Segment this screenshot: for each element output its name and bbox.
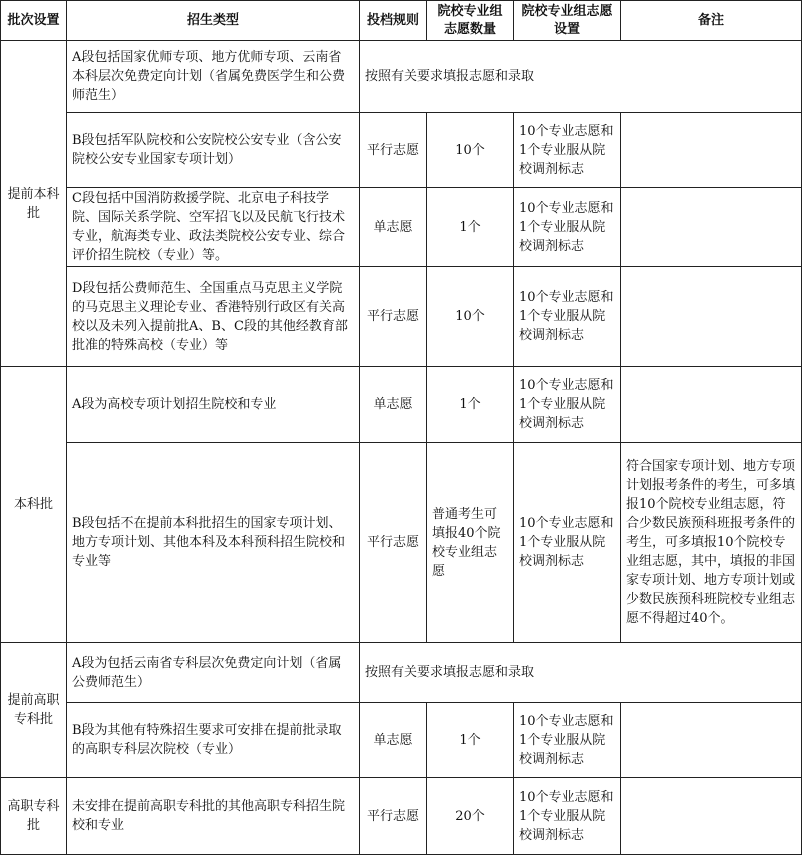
rule-cell: 单志愿 (360, 703, 427, 778)
batch-cell: 本科批 (1, 367, 67, 643)
table-row (1, 188, 802, 267)
rule-cell: 单志愿 (360, 188, 427, 267)
header-rule: 投档规则 (360, 1, 427, 41)
rule-cell: 平行志愿 (360, 267, 427, 367)
table-row (1, 443, 802, 643)
note-cell (621, 188, 802, 267)
table-row (1, 643, 802, 703)
type-cell: A段为包括云南省专科层次免费定向计划（省属公费师范生） (67, 643, 360, 703)
note-cell (621, 113, 802, 188)
batch-cell: 提前高职专科批 (1, 643, 67, 778)
rule-cell: 单志愿 (360, 367, 427, 443)
rule-cell: 平行志愿 (360, 443, 427, 643)
table-row (1, 41, 802, 113)
header-batch: 批次设置 (1, 1, 67, 41)
type-cell: A段包括国家优师专项、地方优师专项、云南省本科层次免费定向计划（省属免费医学生和公费师范生） (67, 41, 360, 113)
merged-cell: 按照有关要求填报志愿和录取 (360, 643, 802, 703)
count-cell: 1个 (427, 367, 514, 443)
header-setting: 院校专业组志愿设置 (514, 1, 621, 41)
count-cell: 10个 (427, 267, 514, 367)
setting-cell: 10个专业志愿和1个专业服从院校调剂标志 (514, 443, 621, 643)
count-cell: 普通考生可填报40个院校专业组志愿 (427, 443, 514, 643)
note-cell (621, 778, 802, 855)
count-cell: 1个 (427, 188, 514, 267)
table-row (1, 367, 802, 443)
header-row (1, 1, 802, 41)
merged-cell: 按照有关要求填报志愿和录取 (360, 41, 802, 113)
note-cell (621, 267, 802, 367)
setting-cell: 10个专业志愿和1个专业服从院校调剂标志 (514, 367, 621, 443)
count-cell: 10个 (427, 113, 514, 188)
note-cell (621, 703, 802, 778)
rule-cell: 平行志愿 (360, 113, 427, 188)
setting-cell: 10个专业志愿和1个专业服从院校调剂标志 (514, 188, 621, 267)
rule-cell: 平行志愿 (360, 778, 427, 855)
type-cell: A段为高校专项计划招生院校和专业 (67, 367, 360, 443)
type-cell: B段为其他有特殊招生要求可安排在提前批录取的高职专科层次院校（专业） (67, 703, 360, 778)
header-type: 招生类型 (67, 1, 360, 41)
setting-cell: 10个专业志愿和1个专业服从院校调剂标志 (514, 703, 621, 778)
count-cell: 1个 (427, 703, 514, 778)
count-cell: 20个 (427, 778, 514, 855)
batch-cell: 提前本科批 (1, 41, 67, 367)
note-cell (621, 367, 802, 443)
table-row (1, 267, 802, 367)
type-cell: C段包括中国消防救援学院、北京电子科技学院、国际关系学院、空军招飞以及民航飞行技术专业，航海类专业、政法类院校公安专业、综合评价招生院校（专业）等。 (67, 188, 360, 267)
setting-cell: 10个专业志愿和1个专业服从院校调剂标志 (514, 267, 621, 367)
table-row (1, 703, 802, 778)
note-cell: 符合国家专项计划、地方专项计划报考条件的考生，可多填报10个院校专业组志愿，符合少数民族预科班报考条件的考生，可多填报10个院校专业组志愿，其中，填报的非国家专项计划、地方专项计划或少数民族预科班院校专业组志愿不得超过40个。 (621, 443, 802, 643)
type-cell: D段包括公费师范生、全国重点马克思主义学院的马克思主义理论专业、香港特别行政区有关高校以及未列入提前批A、B、C段的其他经教育部批准的特殊高校（专业）等 (67, 267, 360, 367)
table-row (1, 778, 802, 855)
batch-cell: 高职专科批 (1, 778, 67, 855)
header-count: 院校专业组志愿数量 (427, 1, 514, 41)
setting-cell: 10个专业志愿和1个专业服从院校调剂标志 (514, 778, 621, 855)
type-cell: 未安排在提前高职专科批的其他高职专科招生院校和专业 (67, 778, 360, 855)
setting-cell: 10个专业志愿和1个专业服从院校调剂标志 (514, 113, 621, 188)
table-row (1, 113, 802, 188)
type-cell: B段包括军队院校和公安院校公安专业（含公安院校公安专业国家专项计划） (67, 113, 360, 188)
header-note: 备注 (621, 1, 802, 41)
type-cell: B段包括不在提前本科批招生的国家专项计划、地方专项计划、其他本科及本科预科招生院校和专业等 (67, 443, 360, 643)
